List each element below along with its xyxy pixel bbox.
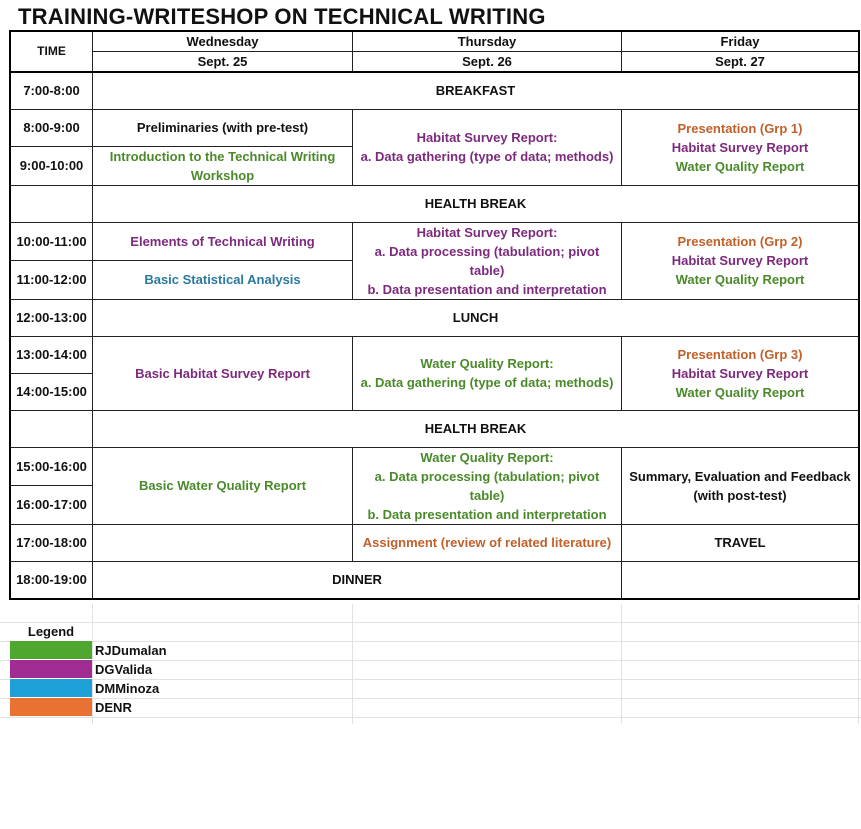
session-habitat-data-gathering[interactable] <box>353 109 622 185</box>
time-cell-empty[interactable] <box>11 410 93 447</box>
session-line: Habitat Survey Report <box>671 365 809 381</box>
session-line: b. Data presentation and interpretation <box>367 506 607 522</box>
session-line: a. Data processing (tabulation; pivot table) <box>374 468 600 503</box>
legend-label: DENR <box>95 700 132 715</box>
empty-cell[interactable] <box>93 524 353 561</box>
session-line: Water Quality Report: <box>420 449 554 465</box>
session-line: Habitat Survey Report: <box>416 130 558 145</box>
session-line: Water Quality Report: <box>420 356 554 371</box>
date-header-friday[interactable]: Sept. 27 <box>622 52 859 73</box>
session-line: Presentation (Grp 3) <box>677 346 803 362</box>
session-line: Habitat Survey Report <box>671 139 809 155</box>
session-assignment[interactable]: Assignment (review of related literature) <box>353 524 622 561</box>
time-header[interactable]: TIME <box>11 32 93 73</box>
session-presentation-grp2[interactable] <box>622 222 859 299</box>
legend-title: Legend <box>27 624 75 639</box>
legend-label: DGValida <box>95 662 153 677</box>
session-travel[interactable]: TRAVEL <box>622 524 859 561</box>
time-cell[interactable]: 7:00-8:00 <box>11 72 93 109</box>
gridline <box>0 641 861 642</box>
gridline <box>858 604 859 724</box>
time-cell[interactable]: 8:00-9:00 <box>11 109 93 146</box>
session-line: a. Data gathering (type of data; methods) <box>360 375 614 390</box>
session-presentation-grp1[interactable] <box>622 109 859 185</box>
session-elements[interactable]: Elements of Technical Writing <box>93 222 353 261</box>
time-cell[interactable]: 15:00-16:00 <box>11 447 93 486</box>
time-cell[interactable]: 16:00-17:00 <box>11 486 93 525</box>
session-line: Water Quality Report <box>675 384 805 400</box>
gridline <box>0 660 861 661</box>
gridline <box>0 622 861 623</box>
time-cell[interactable]: 9:00-10:00 <box>11 146 93 185</box>
session-introduction[interactable]: Introduction to the Technical Writing Workshop <box>93 146 353 185</box>
session-line: Presentation (Grp 1) <box>677 120 803 136</box>
session-habitat-survey[interactable]: Basic Habitat Survey Report <box>93 336 353 410</box>
time-cell[interactable]: 14:00-15:00 <box>11 373 93 410</box>
time-cell[interactable]: 10:00-11:00 <box>11 222 93 261</box>
day-header-thursday[interactable]: Thursday <box>353 32 622 52</box>
break-breakfast[interactable]: BREAKFAST <box>93 72 859 109</box>
session-water-quality[interactable]: Basic Water Quality Report <box>93 447 353 524</box>
time-cell-empty[interactable] <box>11 185 93 222</box>
session-habitat-data-processing[interactable] <box>353 222 622 299</box>
legend-swatch <box>10 641 92 659</box>
time-cell[interactable]: 18:00-19:00 <box>11 561 93 598</box>
page-title: TRAINING-WRITESHOP ON TECHNICAL WRITING <box>18 4 546 29</box>
legend-label: RJDumalan <box>95 643 167 658</box>
legend-swatch <box>10 698 92 716</box>
gridline <box>621 604 622 724</box>
session-line: Habitat Survey Report <box>671 253 809 268</box>
gridline <box>0 698 861 699</box>
gridline <box>352 604 353 724</box>
break-health-2[interactable]: HEALTH BREAK <box>93 410 859 447</box>
break-dinner[interactable]: DINNER <box>93 561 622 598</box>
time-cell[interactable]: 12:00-13:00 <box>11 299 93 336</box>
empty-cell[interactable] <box>622 561 859 598</box>
session-line: b. Data presentation and interpretation <box>367 281 607 297</box>
session-water-data-gathering[interactable] <box>353 336 622 410</box>
gridline <box>0 717 861 718</box>
break-lunch[interactable]: LUNCH <box>93 299 859 336</box>
session-line: Habitat Survey Report: <box>416 224 558 240</box>
session-line: a. Data gathering (type of data; methods) <box>360 149 614 164</box>
day-header-friday[interactable]: Friday <box>622 32 859 52</box>
session-line: Presentation (Grp 2) <box>677 234 803 249</box>
session-line: Summary, Evaluation and Feedback <box>629 468 851 484</box>
break-health-1[interactable]: HEALTH BREAK <box>93 185 859 222</box>
time-cell[interactable]: 17:00-18:00 <box>11 524 93 561</box>
legend-swatch <box>10 660 92 678</box>
session-presentation-grp3[interactable] <box>622 336 859 410</box>
date-header-wednesday[interactable]: Sept. 25 <box>93 52 353 73</box>
schedule-table <box>10 31 859 599</box>
day-header-wednesday[interactable]: Wednesday <box>93 32 353 52</box>
date-header-thursday[interactable]: Sept. 26 <box>353 52 622 73</box>
time-cell[interactable]: 13:00-14:00 <box>11 336 93 373</box>
session-preliminaries[interactable]: Preliminaries (with pre-test) <box>93 109 353 146</box>
session-line: Water Quality Report <box>675 158 805 174</box>
time-cell[interactable]: 11:00-12:00 <box>11 261 93 300</box>
legend-label: DMMinoza <box>95 681 160 696</box>
gridline <box>0 679 861 680</box>
session-statistics[interactable]: Basic Statistical Analysis <box>93 261 353 300</box>
session-line: Water Quality Report <box>675 272 805 287</box>
session-water-data-processing[interactable] <box>353 447 622 524</box>
gridline <box>92 604 93 724</box>
session-line: (with post-test) <box>693 487 787 503</box>
session-line: a. Data processing (tabulation; pivot table) <box>374 243 600 278</box>
legend-swatch <box>10 679 92 697</box>
session-summary[interactable] <box>622 447 859 524</box>
